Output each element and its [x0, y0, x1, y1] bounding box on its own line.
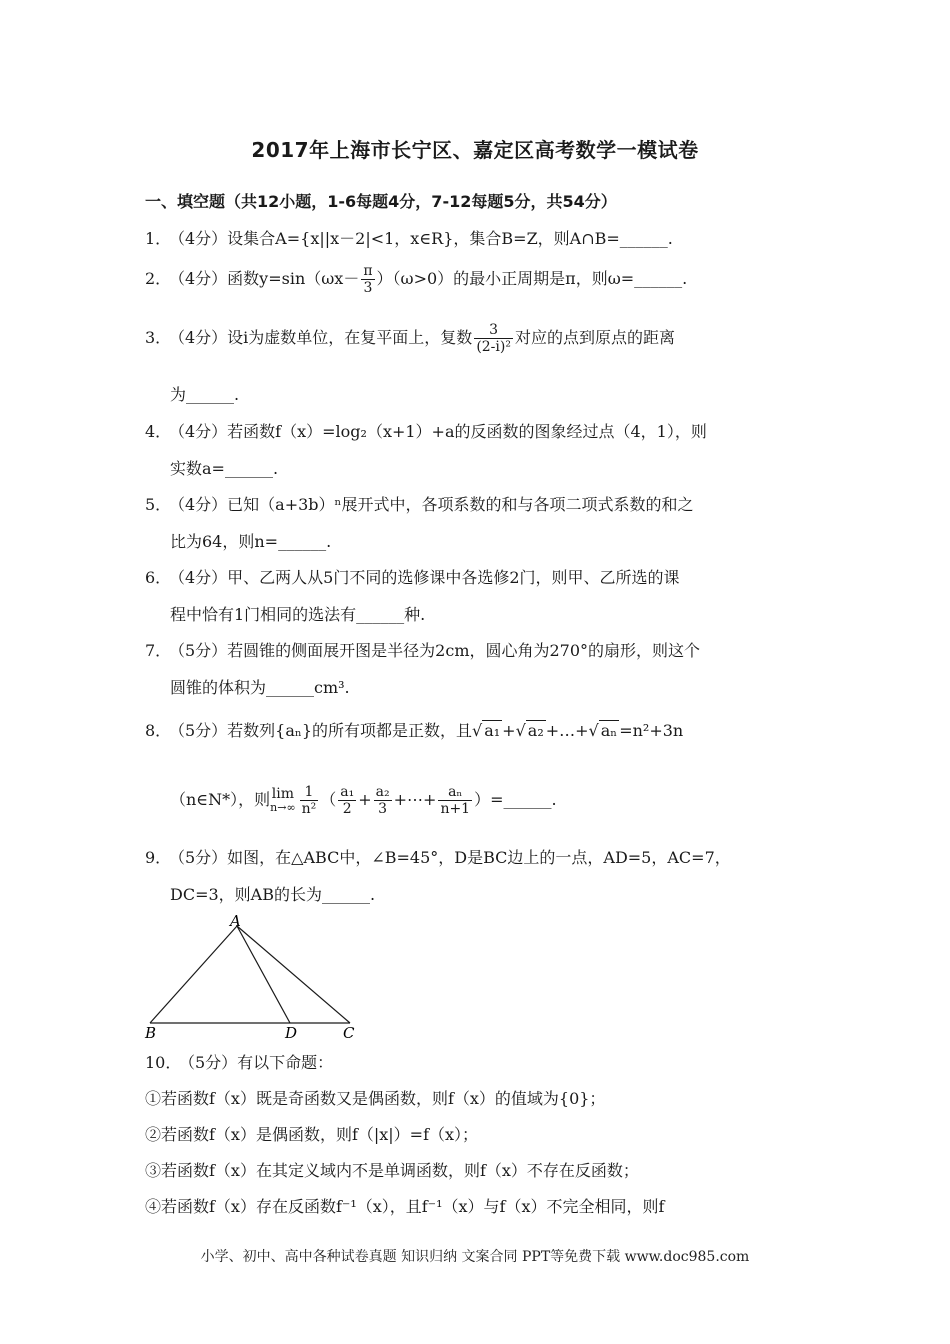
question-5-line2: 比为64，则n=______. — [170, 532, 332, 551]
question-text-cont: ）=______. — [474, 790, 557, 810]
fraction-numerator: 3 — [489, 322, 499, 338]
question-text-cont: ）（ω>0）的最小正周期是π，则ω=______. — [376, 269, 688, 289]
fraction-numerator: a₂ — [375, 784, 390, 800]
question-text: （4分）已知（a+3b）ⁿ展开式中，各项系数的和与各项二项式系数的和之 — [169, 495, 694, 514]
fraction-complex — [474, 322, 513, 355]
fraction-denominator: 3 — [374, 800, 392, 817]
question-10 — [145, 1050, 333, 1073]
sqrt-an: √ aₙ — [588, 721, 618, 740]
question-6 — [145, 565, 680, 588]
question-7-line2: 圆锥的体积为______cm³. — [170, 678, 350, 697]
question-text-cont: 对应的点到原点的距离 — [514, 328, 675, 348]
question-number: 7． — [145, 641, 172, 660]
proposition-4: ④若函数f（x）存在反函数f⁻¹（x），且f⁻¹（x）与f（x）不完全相同，则f — [145, 1197, 665, 1216]
proposition-1: ①若函数f（x）既是奇函数又是偶函数，则f（x）的值域为{0}； — [145, 1089, 606, 1108]
fraction-a1 — [338, 784, 356, 817]
lim-subscript: n→∞ — [270, 801, 296, 815]
question-7 — [145, 638, 700, 661]
question-number: 4． — [145, 422, 172, 441]
question-number: 5． — [145, 495, 172, 514]
lim-word: lim — [271, 785, 294, 802]
question-9 — [145, 845, 731, 868]
label-d: D — [285, 1024, 298, 1042]
question-number: 1． — [145, 229, 172, 248]
radicand: a₂ — [527, 721, 544, 740]
question-text: （4分）设集合A={x||x－2|<1，x∈R}，集合B=Z，则A∩B=______. — [169, 229, 673, 248]
question-text: （n∈N*），则 — [170, 790, 271, 810]
ellipsis: +⋯+ — [393, 790, 437, 810]
segment-ab — [150, 926, 237, 1023]
page-title: 2017年上海市长宁区、嘉定区高考数学一模试卷 — [251, 138, 699, 162]
segment-ad — [237, 926, 290, 1023]
question-text: （4分）甲、乙两人从5门不同的选修课中各选修2门，则甲、乙所选的课 — [169, 568, 680, 587]
question-5 — [145, 492, 693, 515]
triangle-figure — [140, 910, 370, 1045]
radicand: a₁ — [484, 721, 501, 740]
segment-ac — [237, 926, 350, 1023]
question-text: （5分）若圆锥的侧面展开图是半径为2cm，圆心角为270°的扇形，则这个 — [169, 641, 701, 660]
label-c: C — [343, 1024, 355, 1042]
fraction-numerator: a₁ — [340, 784, 355, 800]
page-footer: 小学、初中、高中各种试卷真题 知识归纳 文案合同 PPT等免费下载 www.doc985.com — [200, 1249, 750, 1265]
question-1 — [145, 226, 673, 249]
fraction-numerator: aₙ — [448, 784, 463, 800]
question-8-line2: （n∈N*），则 lim n→∞ $\frac{1}{\text{n²}}$ （ $\frac{\text{a₁}}{2}$ + $\frac{\text{a₂}}{3}$ +⋯+ $\frac{\text{aₙ}}{n+1}$ ）=______. — [170, 784, 557, 818]
fraction-a2 — [374, 784, 392, 817]
question-text-cont: =n²+3n — [619, 721, 684, 740]
section-heading: 一、填空题（共12小题，1-6每题4分，7-12每题5分，共54分） — [145, 192, 617, 211]
fraction-denominator: n² — [301, 801, 317, 818]
question-4 — [145, 419, 707, 442]
question-2 — [145, 263, 687, 296]
proposition-2: ②若函数f（x）是偶函数，则f（|x|）=f（x）； — [145, 1125, 479, 1144]
fraction-1-over-n2 — [300, 784, 319, 817]
question-number: 3． — [145, 328, 172, 348]
plus-sign: + — [502, 721, 516, 740]
question-number: 6． — [145, 568, 172, 587]
fraction-denominator: (2-i)² — [476, 339, 511, 356]
question-8 — [145, 718, 683, 741]
question-text: （4分）函数y=sin（ωx－ — [169, 269, 360, 289]
question-3-line2: 为______. — [170, 385, 240, 404]
question-9-line2: DC=3，则AB的长为______. — [170, 885, 376, 904]
question-number: 8． — [145, 721, 172, 740]
fraction-pi-over-3 — [361, 263, 374, 296]
fraction-denominator: n+1 — [440, 801, 471, 818]
label-b: B — [145, 1024, 157, 1042]
question-text: （4分）若函数f（x）=log₂（x+1）+a的反函数的图象经过点（4，1），则 — [169, 422, 707, 441]
question-number: 10． — [145, 1053, 182, 1072]
fraction-numerator: π — [363, 263, 373, 279]
question-6-line2: 程中恰有1门相同的选法有______种. — [170, 605, 426, 624]
fraction-an — [438, 784, 472, 817]
fraction-denominator: 2 — [338, 800, 356, 817]
sqrt-a1: √ a₁ — [472, 721, 501, 740]
ellipsis: +…+ — [545, 721, 589, 740]
question-text: （5分）有以下命题： — [179, 1053, 334, 1072]
question-text: （4分）设i为虚数单位，在复平面上，复数 — [169, 328, 473, 348]
question-4-line2: 实数a=______. — [170, 459, 279, 478]
question-text: （5分）如图，在△ABC中，∠B=45°，D是BC边上的一点，AD=5，AC=7， — [169, 848, 731, 867]
question-number: 2． — [145, 269, 172, 289]
label-a: A — [230, 912, 241, 930]
sqrt-a2: √ a₂ — [515, 721, 544, 740]
radicand: aₙ — [600, 721, 618, 740]
proposition-3: ③若函数f（x）在其定义域内不是单调函数，则f（x）不存在反函数； — [145, 1161, 639, 1180]
fraction-numerator: 1 — [304, 784, 314, 800]
question-text: （5分）若数列{aₙ}的所有项都是正数，且 — [169, 721, 473, 740]
question-number: 9． — [145, 848, 172, 867]
question-3 — [145, 322, 675, 355]
limit-operator — [270, 787, 295, 814]
fraction-denominator: 3 — [361, 279, 374, 296]
